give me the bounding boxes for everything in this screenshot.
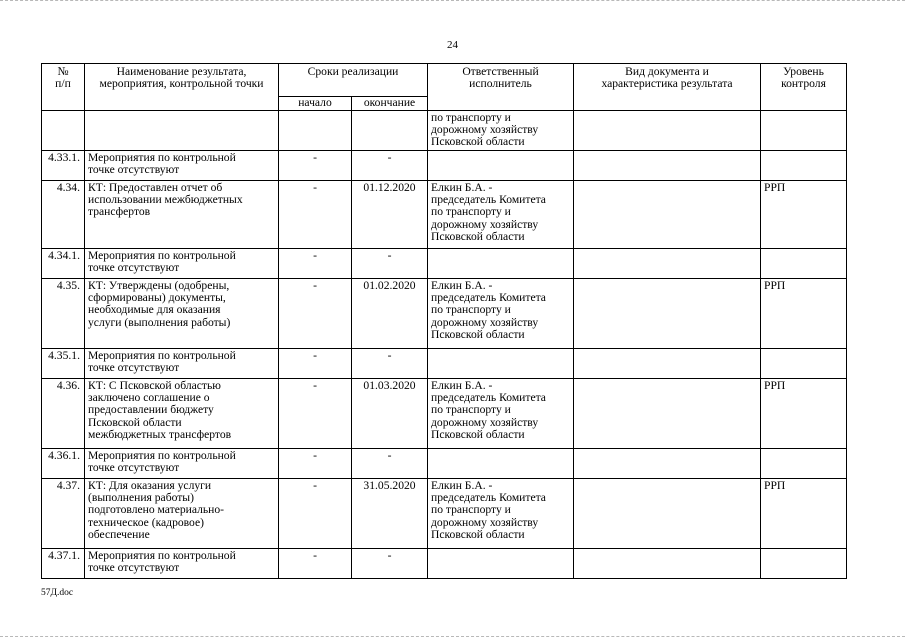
- row-num-cell: 4.35.: [42, 279, 85, 349]
- row-end-cell: -: [352, 549, 428, 579]
- row-responsible-cell: Елкин Б.А. - председатель Комитета по транспорту и дорожному хозяйству Псковской области: [428, 279, 574, 349]
- table-row: [42, 181, 847, 249]
- row-num-cell: 4.37.: [42, 479, 85, 549]
- row-level-cell: [761, 249, 847, 279]
- row-end-cell: -: [352, 151, 428, 181]
- row-end-cell: 01.02.2020: [352, 279, 428, 349]
- row-num-cell: 4.36.: [42, 379, 85, 449]
- table-row: [42, 249, 847, 279]
- file-name: 57Д.doc: [41, 588, 74, 598]
- row-responsible-cell: [428, 151, 574, 181]
- col-header-num: № п/п: [42, 64, 85, 111]
- row-name-cell: КТ: Для оказания услуги (выполнения работы) подготовлено материально- техническое (кадровое) обеспечение: [85, 479, 279, 549]
- row-start-cell: -: [279, 181, 352, 249]
- row-end-cell: 01.12.2020: [352, 181, 428, 249]
- row-level-cell: [761, 111, 847, 151]
- scan-edge-bottom: [0, 636, 905, 637]
- row-num-cell: 4.34.1.: [42, 249, 85, 279]
- row-num-cell: 4.35.1.: [42, 349, 85, 379]
- row-start-cell: -: [279, 249, 352, 279]
- row-end-cell: -: [352, 449, 428, 479]
- row-responsible-cell: [428, 449, 574, 479]
- col-header-name: Наименование результата, мероприятия, контрольной точки: [85, 64, 279, 111]
- row-responsible-cell: по транспорту и дорожному хозяйству Псковской области: [428, 111, 574, 151]
- row-doc-cell: [574, 449, 761, 479]
- page-number: 24: [447, 39, 458, 51]
- row-doc-cell: [574, 249, 761, 279]
- row-end-cell: 01.03.2020: [352, 379, 428, 449]
- row-responsible-cell: [428, 249, 574, 279]
- table-row: [42, 279, 847, 349]
- row-doc-cell: [574, 379, 761, 449]
- row-responsible-cell: Елкин Б.А. - председатель Комитета по транспорту и дорожному хозяйству Псковской области: [428, 479, 574, 549]
- row-end-cell: 31.05.2020: [352, 479, 428, 549]
- row-num-cell: 4.34.: [42, 181, 85, 249]
- row-start-cell: -: [279, 549, 352, 579]
- row-start-cell: -: [279, 379, 352, 449]
- row-start-cell: -: [279, 479, 352, 549]
- row-num-cell: [42, 111, 85, 151]
- table-row: [42, 151, 847, 181]
- scan-edge-top: [0, 0, 905, 1]
- table-row: [42, 379, 847, 449]
- col-header-end: окончание: [352, 97, 428, 111]
- row-start-cell: -: [279, 349, 352, 379]
- row-num-cell: 4.36.1.: [42, 449, 85, 479]
- row-responsible-cell: [428, 349, 574, 379]
- plan-table: [41, 63, 847, 579]
- row-start-cell: -: [279, 279, 352, 349]
- row-name-cell: Мероприятия по контрольной точке отсутствуют: [85, 249, 279, 279]
- row-name-cell: КТ: Утверждены (одобрены, сформированы) документы, необходимые для оказания услуги (выполнения работы): [85, 279, 279, 349]
- row-level-cell: РРП: [761, 279, 847, 349]
- table-row: [42, 349, 847, 379]
- col-header-responsible: Ответственный исполнитель: [428, 64, 574, 111]
- row-name-cell: Мероприятия по контрольной точке отсутствуют: [85, 151, 279, 181]
- table-row: [42, 479, 847, 549]
- row-level-cell: [761, 349, 847, 379]
- row-start-cell: -: [279, 151, 352, 181]
- row-name-cell: Мероприятия по контрольной точке отсутствуют: [85, 549, 279, 579]
- row-start-cell: [279, 111, 352, 151]
- row-responsible-cell: [428, 549, 574, 579]
- row-level-cell: [761, 549, 847, 579]
- row-doc-cell: [574, 479, 761, 549]
- row-name-cell: КТ: Предоставлен отчет об использовании межбюджетных трансфертов: [85, 181, 279, 249]
- row-name-cell: Мероприятия по контрольной точке отсутствуют: [85, 349, 279, 379]
- row-doc-cell: [574, 279, 761, 349]
- col-header-level: Уровень контроля: [761, 64, 847, 111]
- row-doc-cell: [574, 549, 761, 579]
- table-row: [42, 549, 847, 579]
- row-responsible-cell: Елкин Б.А. - председатель Комитета по транспорту и дорожному хозяйству Псковской области: [428, 181, 574, 249]
- row-level-cell: РРП: [761, 181, 847, 249]
- row-name-cell: КТ: С Псковской областью заключено соглашение о предоставлении бюджету Псковской области межбюджетных трансфертов: [85, 379, 279, 449]
- row-level-cell: РРП: [761, 479, 847, 549]
- table-body: [42, 111, 847, 579]
- row-doc-cell: [574, 151, 761, 181]
- row-end-cell: [352, 111, 428, 151]
- row-doc-cell: [574, 349, 761, 379]
- table-row: [42, 111, 847, 151]
- col-header-doc: Вид документа и характеристика результата: [574, 64, 761, 111]
- row-start-cell: -: [279, 449, 352, 479]
- col-header-terms: Сроки реализации: [279, 64, 428, 97]
- row-responsible-cell: Елкин Б.А. - председатель Комитета по транспорту и дорожному хозяйству Псковской области: [428, 379, 574, 449]
- table-row: [42, 449, 847, 479]
- row-num-cell: 4.33.1.: [42, 151, 85, 181]
- row-level-cell: [761, 151, 847, 181]
- table-header-row: [42, 64, 847, 97]
- row-num-cell: 4.37.1.: [42, 549, 85, 579]
- row-doc-cell: [574, 111, 761, 151]
- row-end-cell: -: [352, 349, 428, 379]
- row-doc-cell: [574, 181, 761, 249]
- row-name-cell: Мероприятия по контрольной точке отсутствуют: [85, 449, 279, 479]
- col-header-start: начало: [279, 97, 352, 111]
- row-level-cell: РРП: [761, 379, 847, 449]
- row-name-cell: [85, 111, 279, 151]
- row-level-cell: [761, 449, 847, 479]
- row-end-cell: -: [352, 249, 428, 279]
